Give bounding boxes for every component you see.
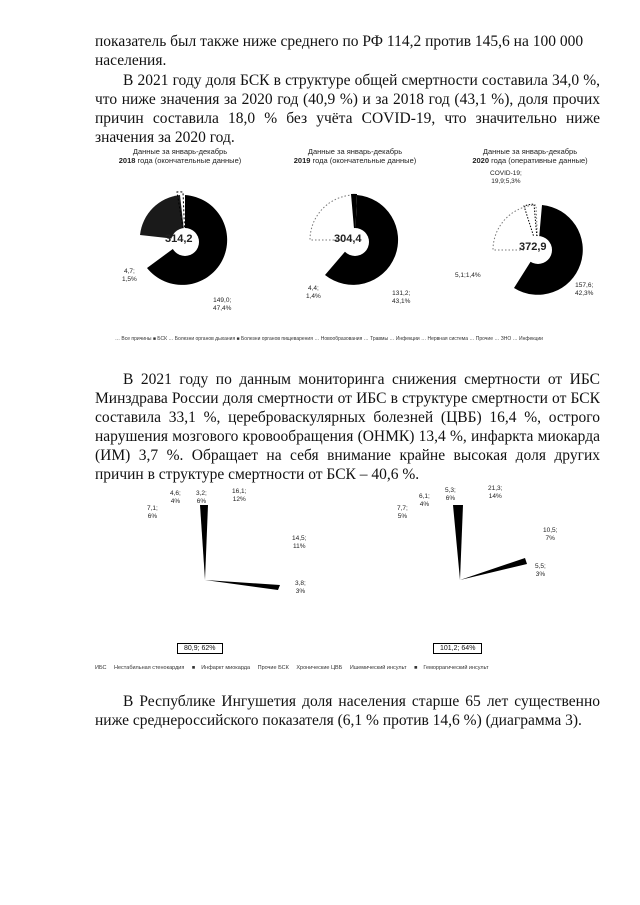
bottom-right-label-4: 7,7; 5% (397, 505, 408, 520)
chart-2019-label-left: 4,4; 1,4% (306, 285, 321, 300)
chart-2018-label-bottom: 149,0; 47,4% (213, 297, 232, 312)
chart-2019-center-value: 304,4 (334, 233, 362, 245)
bottom-right-label-3: 21,3; 14% (488, 485, 503, 500)
chart-2020-covid-label: COVID-19; 19,9;5,3% (490, 170, 522, 185)
bottom-left-label-1: 4,6; 4% (170, 490, 181, 505)
paragraph-3-text: В 2021 году по данным мониторинга снижения смертности от ИБС Минздрава России доля смертности от ИБС в структуре смертности от БСК составила 33,1 %, цереброваскулярных болезней (ЦВБ) 16,4 %, острого нарушения мозгового кровообращения (ОНМК) 13,4 %, инфаркта миокарда (ИМ) 3,7 %. Обращает на себя внимание крайне высокая доля других причин в структуре смертности от БСК – 40,6 %. (95, 371, 600, 483)
legend-ibs: ИБС (95, 665, 107, 671)
bottom-left-pie (160, 490, 310, 600)
chart-2020-year: 2020 (472, 156, 489, 165)
legend-hemorrhagic-stroke: Геморрагический инсульт (423, 665, 489, 671)
chart-2018-header (100, 147, 260, 165)
bottom-charts-legend (95, 665, 495, 671)
bottom-left-label-5: 14,5; 11% (292, 535, 307, 550)
chart-2020-label-left: 5,1;1,4% (455, 272, 481, 279)
paragraph-2 (95, 71, 600, 147)
paragraph-1-line2: населения. (95, 52, 167, 69)
paragraph-4 (95, 692, 600, 730)
bottom-right-pie (420, 490, 570, 600)
legend-hemorrhagic-marker: ■ (414, 665, 418, 671)
paragraph-2-text: В 2021 году доля БСК в структуре общей смертности составила 34,0 %, что ниже значения за 2020 год (40,9 %) и за 2018 год (43,1 %), доля прочих причин составила 18,0 % без учёта COVID-19, что значительно ниже значения за 2020 год. (95, 72, 600, 146)
legend-ischemic-stroke: Ишемический инсульт (349, 665, 407, 671)
top-charts-legend: … Все причины ■ БСК … Болезни органов дыхания ■ Болезни органов пищеварения … Новообразования … Травмы … Инфекции … Нервная система … Прочие … ЗНО … Инфекции (115, 336, 543, 342)
legend-chronic-cvb: Хронические ЦВБ (296, 665, 343, 671)
bottom-left-box-value: 80,9; 62% (177, 643, 223, 654)
legend-mi: Инфаркт миокарда (201, 665, 251, 671)
legend-mi-marker: ■ (191, 665, 196, 671)
paragraph-1-line1: показатель был также ниже среднего по РФ 114,2 против 145,6 на 100 000 (95, 33, 584, 50)
paragraph-4-text: В Республике Ингушетия доля населения старше 65 лет существенно ниже среднероссийского показателя (6,1 % против 14,6 %) (диаграмма 3). (95, 693, 600, 729)
bottom-right-label-5: 10,5; 7% (543, 527, 558, 542)
chart-2018-head2: года (окончательные данные) (137, 156, 242, 165)
bottom-right-label-2: 5,3; 6% (445, 487, 456, 502)
chart-2018-head1: Данные за январь-декабрь (132, 147, 228, 156)
chart-2019-head2: года (окончательные данные) (312, 156, 417, 165)
paragraph-1 (95, 32, 600, 70)
chart-2018-center-value: 314,2 (165, 233, 193, 245)
chart-2019-year: 2019 (293, 156, 311, 165)
paragraph-3 (95, 370, 600, 484)
bottom-right-label-6: 5,5; 3% (535, 563, 546, 578)
chart-2018-label-left: 4,7; 1,5% (122, 268, 137, 283)
bottom-left-label-2: 3,2; 6% (196, 490, 207, 505)
chart-2020-head1: Данные за январь-декабрь (482, 147, 578, 156)
bottom-right-label-1: 6,1; 4% (419, 493, 430, 508)
chart-2019-header (275, 147, 435, 165)
chart-2019-head1: Данные за январь-декабрь (307, 147, 403, 156)
chart-2020-header (450, 147, 610, 165)
chart-2020-center-value: 372,9 (519, 241, 547, 253)
chart-2019-label-bottom: 131,2; 43,1% (392, 290, 411, 305)
chart-2018-year: 2018 (118, 156, 136, 165)
chart-2020-label-bottom: 157,6; 42,3% (575, 282, 594, 297)
bottom-left-label-4: 7,1; 6% (147, 505, 158, 520)
bottom-left-label-3: 16,1; 12% (232, 488, 247, 503)
legend-other-bsk: Прочие БСК (257, 665, 289, 671)
legend-unstable-angina: Нестабильная стенокардия (114, 665, 185, 671)
chart-2020-head2: года (оперативные данные) (491, 156, 588, 165)
bottom-right-box-value: 101,2; 64% (433, 643, 482, 654)
bottom-left-label-6: 3,8; 3% (295, 580, 306, 595)
